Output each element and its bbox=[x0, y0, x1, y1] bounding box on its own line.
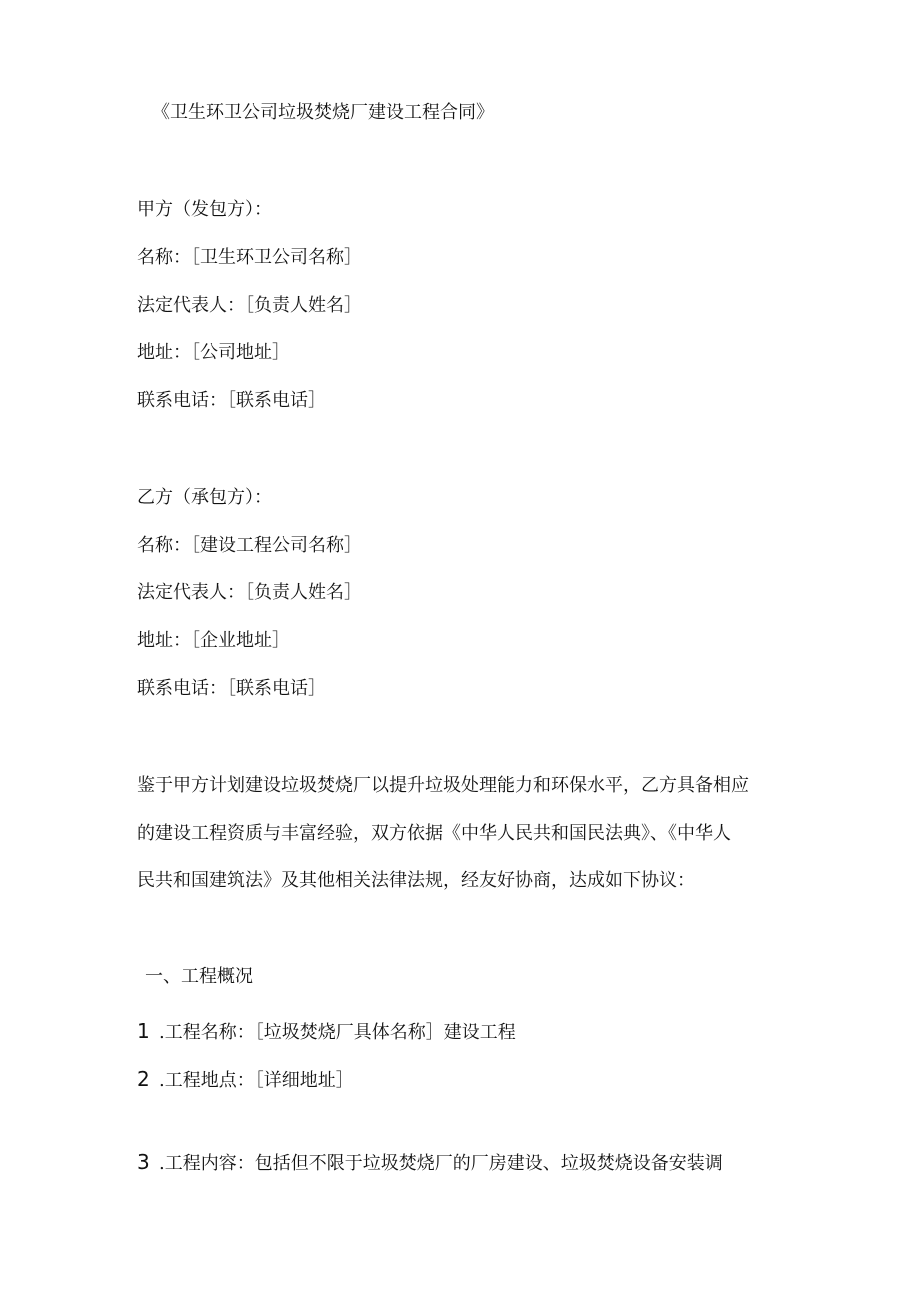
project-item-2-text: .工程地点：［详细地址］ bbox=[159, 1070, 354, 1091]
project-item-3-number: 3 bbox=[137, 1150, 150, 1174]
project-item-2 bbox=[137, 1069, 354, 1090]
project-item-3 bbox=[137, 1152, 723, 1173]
party-b-heading: 乙方（承包方）： bbox=[137, 487, 272, 508]
party-a-representative: 法定代表人：［负责人姓名］ bbox=[137, 295, 362, 316]
party-b-name: 名称：［建设工程公司名称］ bbox=[137, 535, 362, 556]
project-item-2-number: 2 bbox=[137, 1067, 150, 1091]
section-heading-project-overview: 一、工程概况 bbox=[145, 966, 253, 987]
party-b-address: 地址：［企业地址］ bbox=[137, 630, 290, 651]
intro-paragraph-line-2: 的建设工程资质与丰富经验，双方依据《中华人民共和国民法典》、《中华人 bbox=[137, 823, 731, 844]
party-a-heading: 甲方（发包方）： bbox=[137, 199, 272, 220]
document-title: 《卫生环卫公司垃圾焚烧厂建设工程合同》 bbox=[152, 102, 494, 123]
intro-paragraph-line-3: 民共和国建筑法》及其他相关法律法规，经友好协商，达成如下协议： bbox=[137, 870, 695, 891]
party-a-phone: 联系电话：［联系电话］ bbox=[137, 390, 326, 411]
project-item-3-text: .工程内容：包括但不限于垃圾焚烧厂的厂房建设、垃圾焚烧设备安装调 bbox=[159, 1153, 723, 1174]
party-b-phone: 联系电话：［联系电话］ bbox=[137, 678, 326, 699]
project-item-1-number: 1 bbox=[137, 1019, 150, 1043]
project-item-1-text: .工程名称：［垃圾焚烧厂具体名称］建设工程 bbox=[159, 1022, 516, 1043]
party-a-name: 名称：［卫生环卫公司名称］ bbox=[137, 247, 362, 268]
intro-paragraph-line-1: 鉴于甲方计划建设垃圾焚烧厂以提升垃圾处理能力和环保水平，乙方具备相应 bbox=[137, 775, 749, 796]
party-b-representative: 法定代表人：［负责人姓名］ bbox=[137, 582, 362, 603]
party-a-address: 地址：［公司地址］ bbox=[137, 342, 290, 363]
project-item-1 bbox=[137, 1021, 516, 1042]
